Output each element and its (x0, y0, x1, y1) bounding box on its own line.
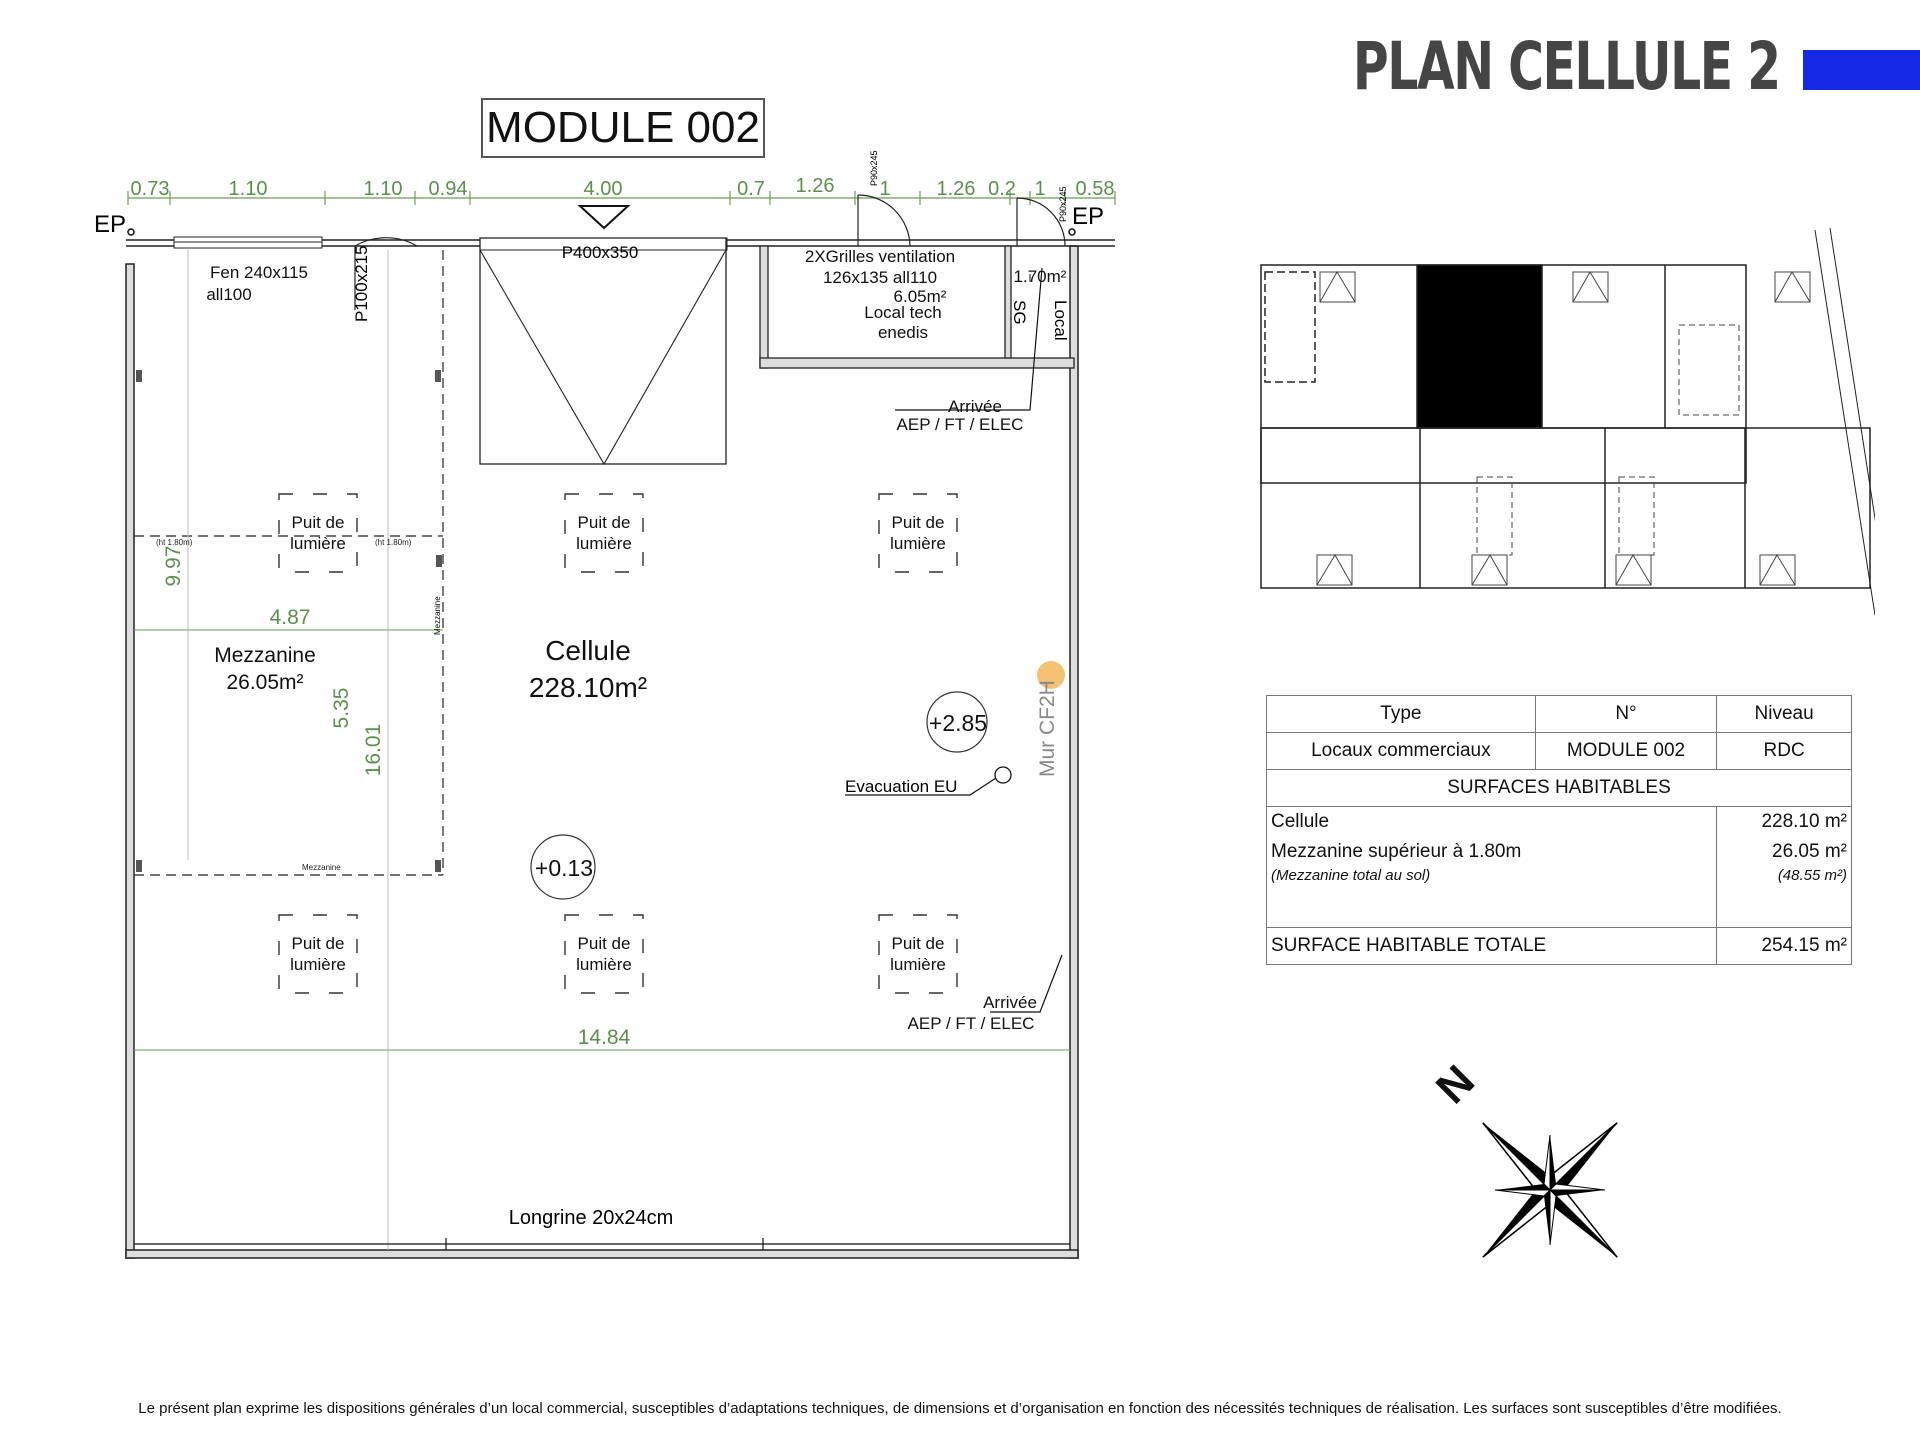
arrivee-bottom-label: Arrivée (983, 993, 1037, 1012)
window-sill-label: all100 (206, 285, 252, 304)
longrine-label: Longrine 20x24cm (508, 1207, 674, 1229)
light-well-label: lumière (290, 534, 346, 553)
arrivee-bottom-sub: AEP / FT / ELEC (907, 1014, 1035, 1033)
dim-label: 0.73 (130, 178, 170, 200)
light-well-label: Puit de (291, 934, 345, 953)
page-title: PLAN CELLULE 2 (1353, 28, 1780, 105)
mezzanine-area: 26.05m² (226, 671, 304, 694)
dim-535: 5.35 (330, 687, 353, 729)
level-high: +2.85 (928, 710, 988, 736)
evacuation-label: Evacuation EU (845, 777, 958, 796)
door-tag: P90x245 (869, 150, 879, 186)
mezzanine-small-label: Mezzanine (433, 596, 442, 635)
dim-label: 0.2 (988, 178, 1016, 200)
light-well-label: Puit de (891, 934, 945, 953)
mur-label: Mur CF2H (1036, 680, 1059, 777)
table-cell: MODULE 002 (1535, 733, 1716, 770)
compass-north-label: N (1426, 1056, 1485, 1114)
level-low: +0.13 (534, 855, 594, 881)
dim-label: 0.94 (428, 178, 468, 200)
local-sg-sub: SG (1010, 300, 1029, 325)
surface-label: Mezzanine supérieur à 1.80m (1267, 837, 1717, 867)
total-label: SURFACE HABITABLE TOTALE (1267, 928, 1717, 965)
dim-487: 4.87 (269, 606, 311, 629)
light-well-label: Puit de (577, 513, 631, 532)
mezzanine-title: Mezzanine (214, 644, 316, 667)
dim-label: 0.7 (737, 178, 765, 200)
surface-table (1266, 695, 1852, 965)
light-well-label: Puit de (891, 513, 945, 532)
dim-label: 1.10 (363, 178, 403, 200)
table-header: Niveau (1717, 696, 1852, 733)
surface-label: Cellule (1267, 807, 1717, 838)
surface-value: (48.55 m²) (1717, 867, 1852, 928)
mezzanine-small-label: Mezzanine (302, 863, 341, 872)
dim-label: 1 (1034, 178, 1046, 200)
ep-label-right: EP (1072, 203, 1105, 230)
local-tech-area: 6.05m² (893, 287, 947, 306)
dim-label: 0.58 (1075, 178, 1115, 200)
surface-value: 228.10 m² (1717, 807, 1852, 838)
dim-label: 1.10 (228, 178, 268, 200)
grilles-label: 2XGrilles ventilation (804, 247, 956, 266)
dim-label: 1 (879, 178, 891, 200)
dim-1601: 16.01 (362, 723, 385, 777)
light-well-label: lumière (576, 534, 632, 553)
surface-label: (Mezzanine total au sol) (1267, 867, 1717, 928)
module-title: MODULE 002 (481, 98, 765, 158)
cellule-area: 228.10m² (528, 672, 648, 703)
ep-label-left: EP (94, 211, 127, 238)
light-well-label: Puit de (577, 934, 631, 953)
light-well-label: Puit de (291, 513, 345, 532)
light-well-label: lumière (890, 534, 946, 553)
light-well-label: lumière (576, 955, 632, 974)
height-mark: (ht 1.80m) (156, 538, 193, 547)
table-cell: Locaux commerciaux (1267, 733, 1536, 770)
local-sg-area: 1.70m² (1013, 267, 1067, 286)
grilles-size-label: 126x135 all110 (822, 268, 938, 287)
door-small-label: P100x215 (352, 245, 371, 322)
table-header: Type (1267, 696, 1536, 733)
surface-value: 26.05 m² (1717, 837, 1852, 867)
light-well-label: lumière (290, 955, 346, 974)
dim-label: 1.26 (795, 175, 835, 197)
table-cell: RDC (1717, 733, 1852, 770)
table-section-title: SURFACES HABITABLES (1267, 770, 1852, 807)
door-gate-label: P400x350 (561, 243, 639, 262)
arrivee-top-sub: AEP / FT / ELEC (896, 415, 1024, 434)
door-tag: P90x245 (1058, 186, 1068, 222)
cellule-title: Cellule (545, 635, 631, 666)
site-key-plan (1255, 220, 1875, 620)
footer-disclaimer: Le présent plan exprime les dispositions générales d’un local commercial, susceptibles d’adaptations techniques, de dimensions et d’organisation en fonction des nécessités techniques de réalisation. Les surfaces sont susceptibles d’être modifiées. (138, 1400, 1782, 1417)
dim-997: 9.97 (162, 545, 185, 587)
local-tech-sub: enedis (877, 323, 929, 342)
local-tech-label: Local tech (864, 303, 942, 322)
dim-label: 1.26 (936, 178, 976, 200)
dim-1484: 14.84 (577, 1026, 631, 1049)
dim-label: 4.00 (583, 178, 623, 200)
compass-rose-icon (1470, 1110, 1630, 1270)
table-header: N° (1535, 696, 1716, 733)
arrivee-top-label: Arrivée (948, 397, 1002, 416)
window-label: Fen 240x115 (210, 263, 308, 282)
local-sg-label: Local (1051, 300, 1070, 341)
height-mark: (ht 1.80m) (375, 538, 412, 547)
total-value: 254.15 m² (1717, 928, 1852, 965)
light-well-label: lumière (890, 955, 946, 974)
